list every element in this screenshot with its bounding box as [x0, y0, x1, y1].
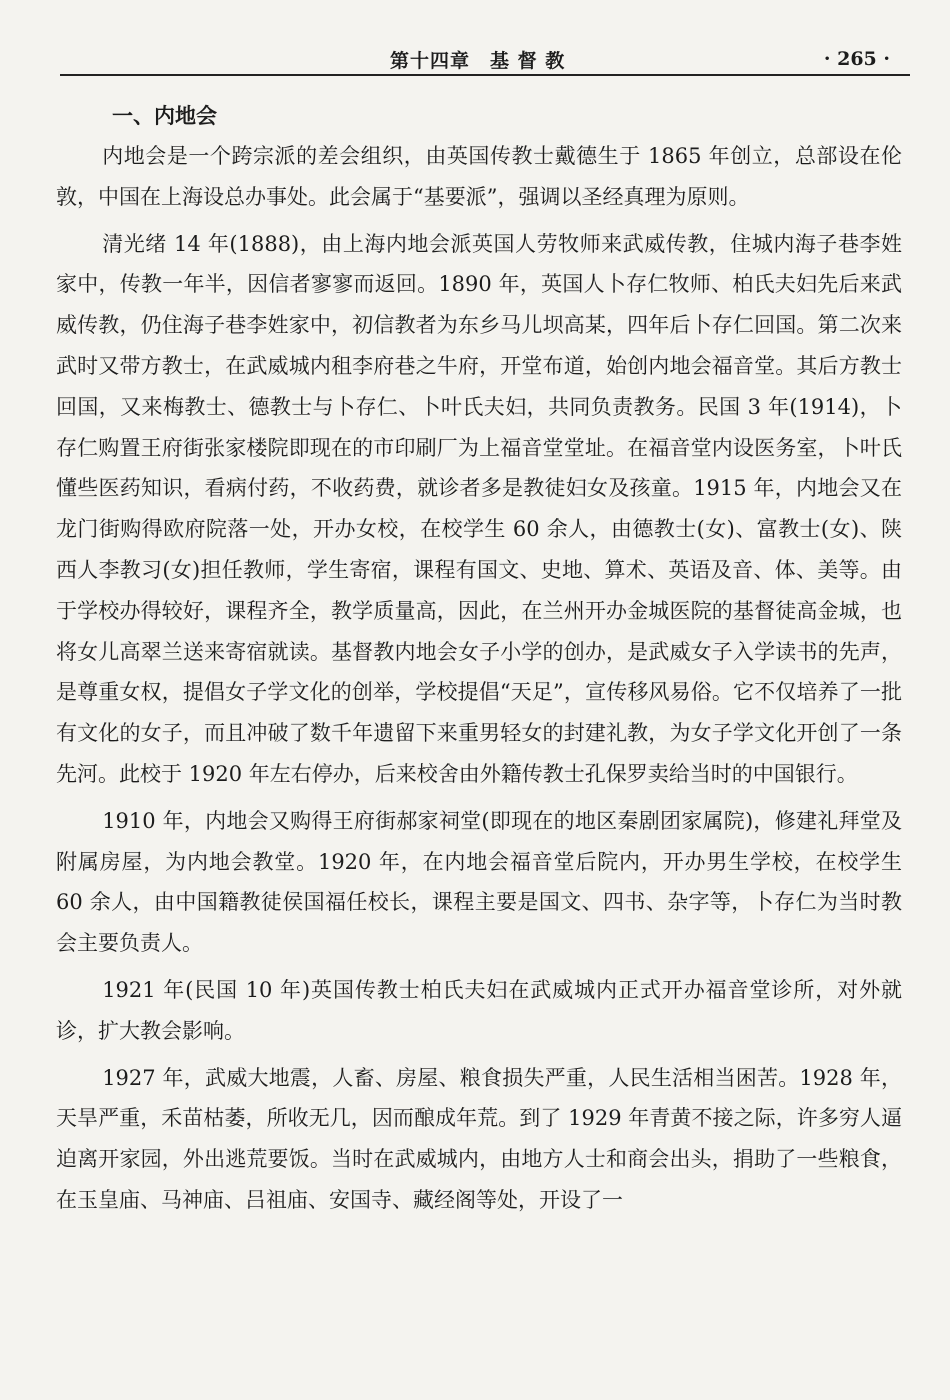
paragraph: 1921 年(民国 10 年)英国传教士柏氏夫妇在武威城内正式开办福音堂诊所，对外就诊，扩大教会影响。 — [56, 977, 902, 1043]
page-number: · 265 · — [823, 48, 890, 70]
running-head — [60, 44, 910, 80]
section-heading: 一、内地会 — [112, 104, 217, 128]
header-rule — [60, 74, 910, 76]
paragraph: 内地会是一个跨宗派的差会组织，由英国传教士戴德生于 1865 年创立，总部设在伦敦，中国在上海设总办事处。此会属于“基要派”，强调以圣经真理为原则。 — [56, 144, 902, 209]
paragraph: 1927 年，武威大地震，人畜、房屋、粮食损失严重，人民生活相当困苦。1928 年，天旱严重，禾苗枯萎，所收无几，因而酿成年荒。到了 1929 年青黄不接之际，许多穷人逼迫离开家园，外出逃荒要饭。当时在武威城内，由地方人士和商会出头，捐助了一些粮食，在玉皇庙、马神庙、吕祖庙、安国寺、藏经阁等处，开设了一 — [56, 1065, 902, 1212]
paragraph: 1910 年，内地会又购得王府街郝家祠堂(即现在的地区秦剧团家属院)，修建礼拜堂及附属房屋，为内地会教堂。1920 年，在内地会福音堂后院内，开办男生学校，在校学生 60 余人，由中国籍教徒侯国福任校长，课程主要是国文、四书、杂字等，卜存仁为当时教会主要负责人。 — [56, 808, 902, 956]
page-body — [56, 96, 902, 1227]
paragraph: 清光绪 14 年(1888)，由上海内地会派英国人劳牧师来武威传教，住城内海子巷李姓家中，传教一年半，因信者寥寥而返回。1890 年，英国人卜存仁牧师、柏氏夫妇先后来武威传教，仍住海子巷李姓家中，初信教者为东乡马儿坝高某，四年后卜存仁回国。第二次来武时又带方教士，在武威城内租李府巷之牛府，开堂布道，始创内地会福音堂。其后方教士回国，又来梅教士、德教士与卜存仁、卜叶氏夫妇，共同负责教务。民国 3 年(1914)，卜存仁购置王府街张家楼院即现在的市印刷厂为上福音堂堂址。在福音堂内设医务室，卜叶氏懂些医药知识，看病付药，不收药费，就诊者多是教徒妇女及孩童。1915 年，内地会又在龙门街购得欧府院落一处，开办女校，在校学生 60 余人，由德教士(女)、富教士(女)、陕西人李教习(女)担任教师，学生寄宿，课程有国文、史地、算术、英语及音、体、美等。由于学校办得较好，课程齐全，教学质量高，因此，在兰州开办金城医院的基督徒高金城，也将女儿高翠兰送来寄宿就读。基督教内地会女子小学的创办，是武威女子入学读书的先声，是尊重女权，提倡女子学文化的创举，学校提倡“天足”，宣传移风易俗。它不仅培养了一批有文化的女子，而且冲破了数千年遗留下来重男轻女的封建礼教，为女子学文化开创了一条先河。此校于 1920 年左右停办，后来校舍由外籍传教士孔保罗卖给当时的中国银行。 — [56, 231, 902, 786]
chapter-title: 第十四章 基 督 教 — [390, 50, 566, 72]
